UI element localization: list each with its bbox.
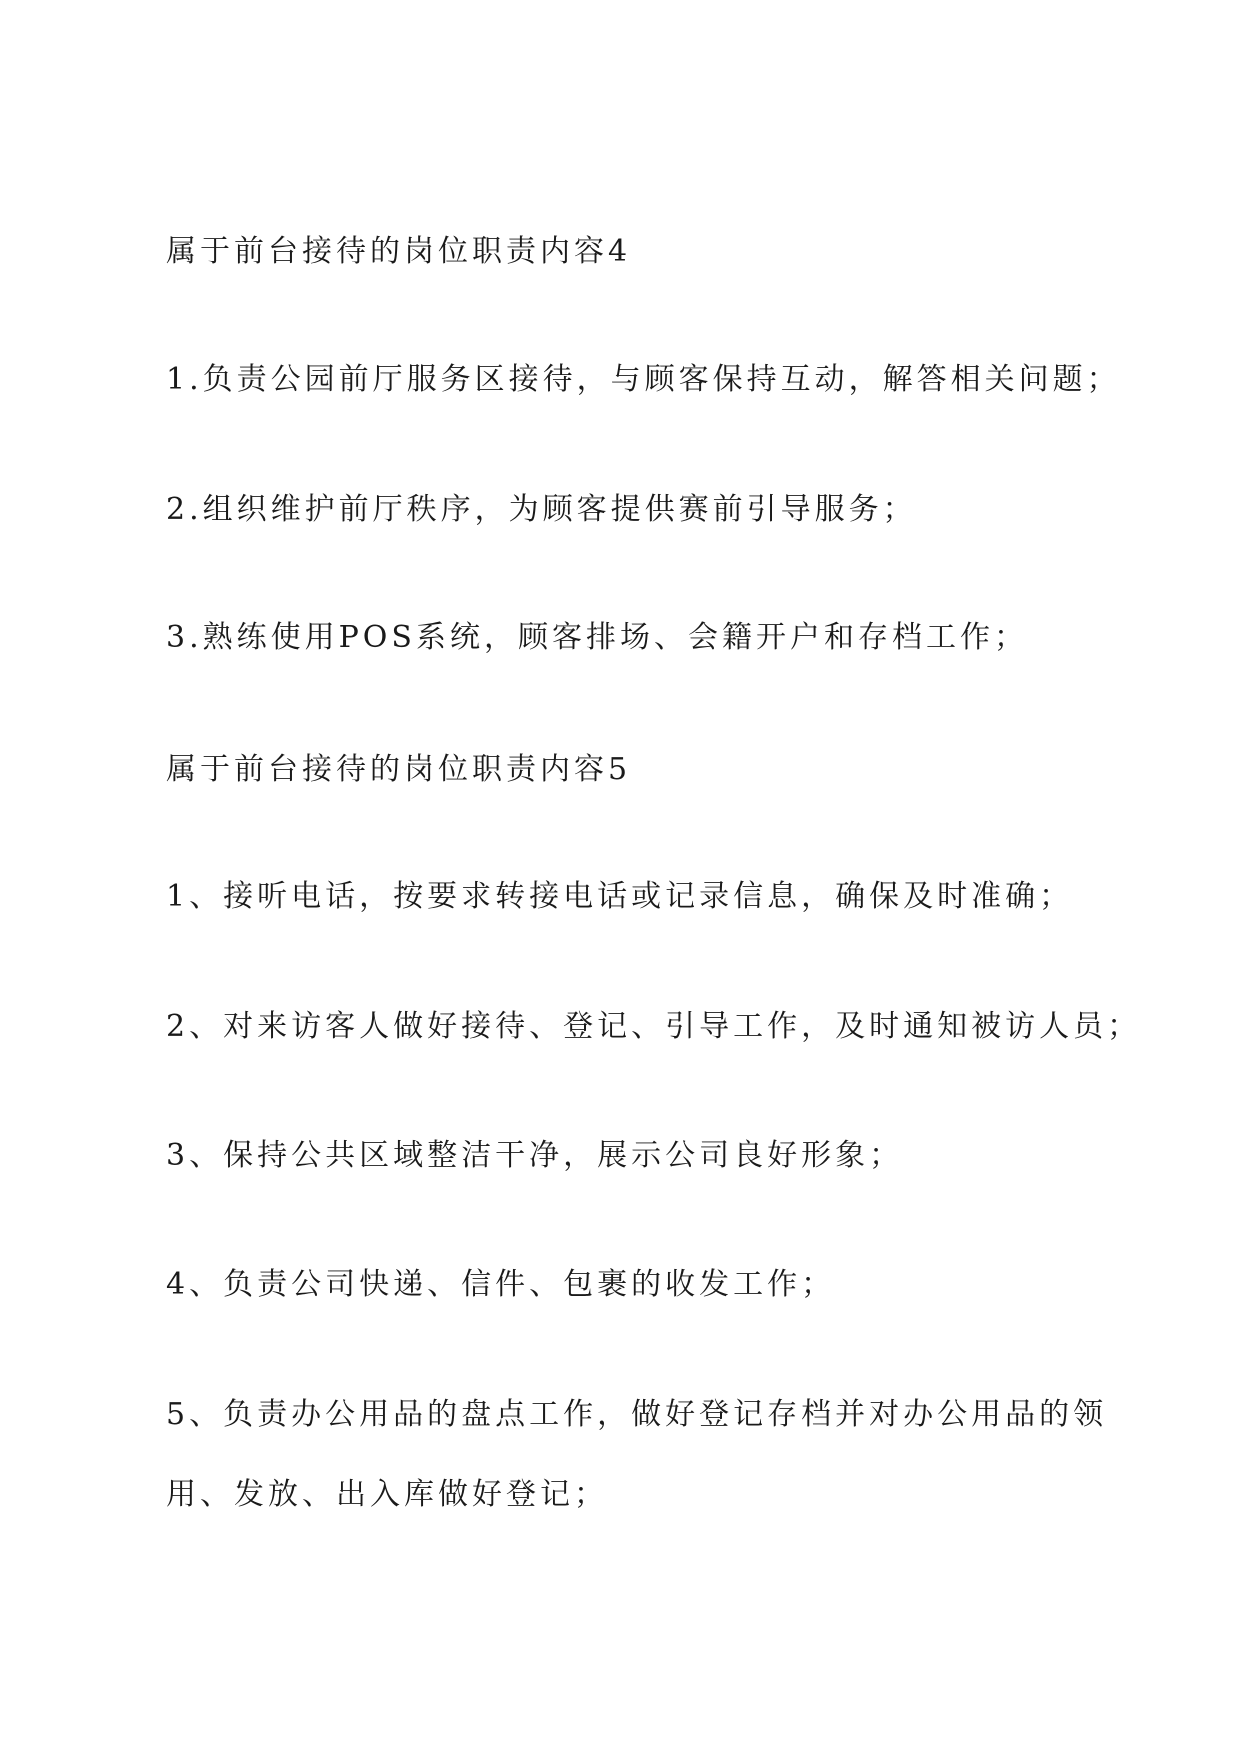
paragraph-5-item-2: 2、对来访客人做好接待、登记、引导工作，及时通知被访人员； [166,1009,1142,1044]
paragraph-4-item-1: 1.负责公园前厅服务区接待，与顾客保持互动，解答相关问题； [166,362,1121,397]
paragraph-5-item-5-line-1: 5、负责办公用品的盘点工作，做好登记存档并对办公用品的领 [166,1397,1108,1432]
section-heading-5: 属于前台接待的岗位职责内容5 [166,752,632,787]
paragraph-5-item-5-line-2: 用、发放、出入库做好登记； [166,1477,608,1512]
paragraph-5-item-4: 4、负责公司快递、信件、包裹的收发工作； [166,1267,836,1302]
paragraph-5-item-1: 1、接听电话，按要求转接电话或记录信息，确保及时准确； [166,879,1074,914]
paragraph-4-item-3: 3.熟练使用POS系统，顾客排场、会籍开户和存档工作； [166,620,1028,655]
paragraph-5-item-3: 3、保持公共区域整洁干净，展示公司良好形象； [166,1138,904,1173]
section-heading-4: 属于前台接待的岗位职责内容4 [166,234,632,269]
paragraph-4-item-2: 2.组织维护前厅秩序，为顾客提供赛前引导服务； [166,492,917,527]
